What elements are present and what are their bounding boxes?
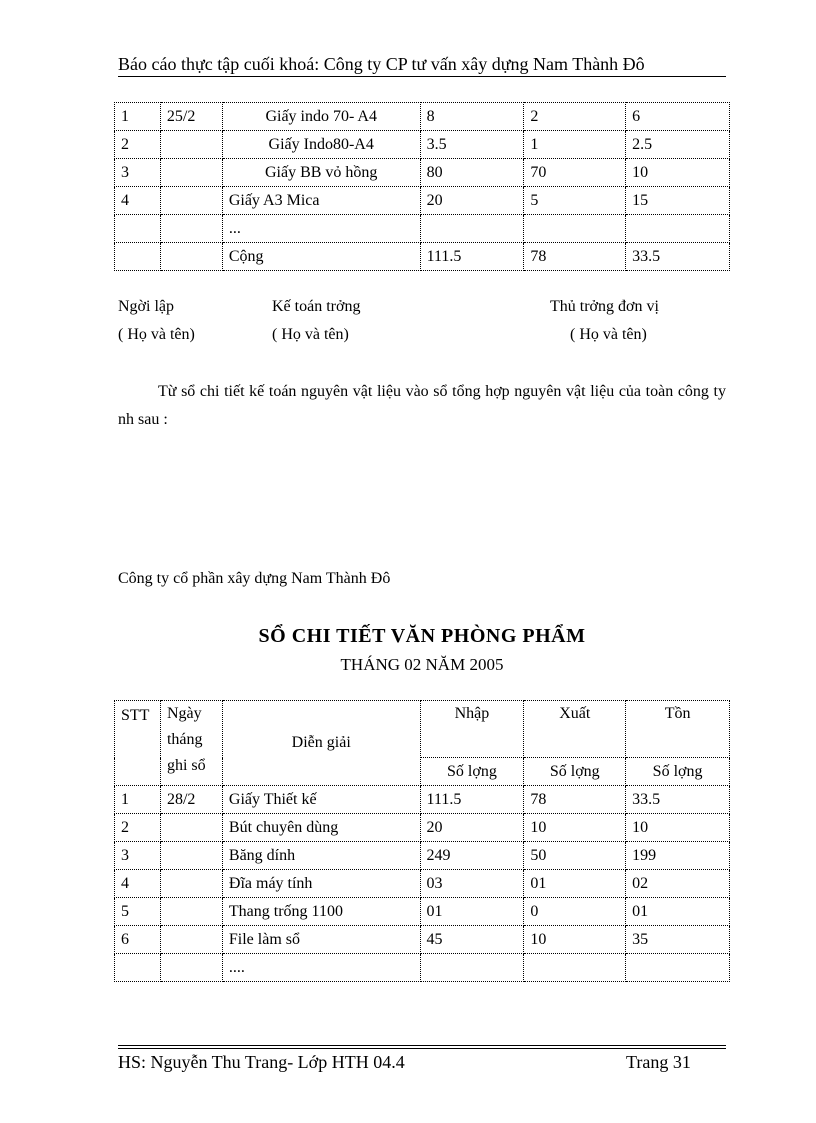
table-cell xyxy=(420,215,524,243)
table-cell: 2.5 xyxy=(626,131,730,159)
table-cell: 2 xyxy=(524,103,626,131)
table-cell: 25/2 xyxy=(160,103,222,131)
table-cell: 20 xyxy=(420,814,524,842)
table-cell xyxy=(160,187,222,215)
head-note: ( Họ và tên) xyxy=(570,326,647,343)
document-title: SỔ CHI TIẾT VĂN PHÒNG PHẨM xyxy=(258,625,586,647)
accountant-note: ( Họ và tên) xyxy=(272,326,349,343)
table-cell: 10 xyxy=(626,159,730,187)
table-cell: Băng dính xyxy=(222,842,420,870)
table-cell xyxy=(626,215,730,243)
table-cell: Thang trống 1100 xyxy=(222,898,420,926)
table-cell xyxy=(160,814,222,842)
table-cell: 5 xyxy=(524,187,626,215)
table-cell: Cộng xyxy=(222,243,420,271)
table-cell: .... xyxy=(222,954,420,982)
table-cell xyxy=(160,898,222,926)
table-cell xyxy=(420,954,524,982)
table-cell: 01 xyxy=(524,870,626,898)
table-cell xyxy=(160,159,222,187)
table-cell: 33.5 xyxy=(626,243,730,271)
footer-student: HS: Nguyễn Thu Trang- Lớp HTH 04.4 xyxy=(118,1052,405,1072)
head-title: Thủ trởng đơn vị xyxy=(550,298,659,315)
table-cell xyxy=(160,215,222,243)
table-cell xyxy=(160,870,222,898)
table-row xyxy=(115,103,730,131)
table-cell xyxy=(626,954,730,982)
header-divider xyxy=(118,76,726,77)
header-stt: STT xyxy=(115,701,161,786)
table-cell: File làm sổ xyxy=(222,926,420,954)
table-cell xyxy=(115,215,161,243)
table-cell: 03 xyxy=(420,870,524,898)
table-cell: ... xyxy=(222,215,420,243)
table-cell xyxy=(115,243,161,271)
header-stock-quantity: Số lợng xyxy=(626,758,730,786)
table-row xyxy=(115,842,730,870)
table-cell: 10 xyxy=(524,814,626,842)
header-stock: Tồn xyxy=(626,701,730,758)
table-cell: Giấy Thiết kế xyxy=(222,786,420,814)
table-cell: 02 xyxy=(626,870,730,898)
table-cell: 33.5 xyxy=(626,786,730,814)
table-row xyxy=(115,954,730,982)
table-cell: 10 xyxy=(626,814,730,842)
stationery-table-continued xyxy=(114,102,730,271)
table-cell: 35 xyxy=(626,926,730,954)
table-cell: 1 xyxy=(524,131,626,159)
table-cell: Bút chuyên dùng xyxy=(222,814,420,842)
preparer-title: Ngời lập xyxy=(118,298,175,315)
table-cell xyxy=(160,926,222,954)
table-cell: 3 xyxy=(115,159,161,187)
table-cell: 6 xyxy=(115,926,161,954)
header-import-quantity: Số lợng xyxy=(420,758,524,786)
table-row xyxy=(115,215,730,243)
preparer-note: ( Họ và tên) xyxy=(118,326,195,343)
body-paragraph xyxy=(118,378,726,434)
table-cell: 10 xyxy=(524,926,626,954)
table-row xyxy=(115,786,730,814)
table-cell: 6 xyxy=(626,103,730,131)
table-row xyxy=(115,814,730,842)
table-cell: 78 xyxy=(524,786,626,814)
header-export-quantity: Số lợng xyxy=(524,758,626,786)
table-cell: Giấy indo 70- A4 xyxy=(222,103,420,131)
table-cell: 80 xyxy=(420,159,524,187)
header-date: Ngày tháng ghi sổ xyxy=(160,701,222,786)
table-cell: 1 xyxy=(115,786,161,814)
header-import: Nhập xyxy=(420,701,524,758)
table-cell: 111.5 xyxy=(420,786,524,814)
table-cell: 3.5 xyxy=(420,131,524,159)
page-header: Báo cáo thực tập cuối khoá: Công ty CP tư vấn xây dựng Nam Thành Đô xyxy=(118,54,645,74)
stationery-ledger-table xyxy=(114,700,730,982)
table-row xyxy=(115,870,730,898)
table-cell xyxy=(524,215,626,243)
table-cell: 01 xyxy=(420,898,524,926)
table-row xyxy=(115,898,730,926)
header-description: Diễn giải xyxy=(222,701,420,786)
table-cell: 2 xyxy=(115,814,161,842)
document-subtitle: THÁNG 02 NĂM 2005 xyxy=(340,655,504,674)
table-cell xyxy=(160,954,222,982)
table-cell: 249 xyxy=(420,842,524,870)
table-row xyxy=(115,131,730,159)
table-cell: 111.5 xyxy=(420,243,524,271)
table-cell: 50 xyxy=(524,842,626,870)
table-row xyxy=(115,159,730,187)
table-cell: 15 xyxy=(626,187,730,215)
table-cell: 2 xyxy=(115,131,161,159)
table-cell: 45 xyxy=(420,926,524,954)
table-cell: Giấy Indo80-A4 xyxy=(222,131,420,159)
table-cell: Đĩa máy tính xyxy=(222,870,420,898)
footer-divider-bottom xyxy=(118,1048,726,1049)
table-cell: 1 xyxy=(115,103,161,131)
table-cell: 70 xyxy=(524,159,626,187)
table-cell xyxy=(115,954,161,982)
header-export: Xuất xyxy=(524,701,626,758)
footer-page-number: Trang 31 xyxy=(626,1052,691,1072)
table-row xyxy=(115,187,730,215)
table-row xyxy=(115,926,730,954)
table-cell: 3 xyxy=(115,842,161,870)
table-cell xyxy=(524,954,626,982)
table-header-row xyxy=(115,701,730,758)
table-cell: 4 xyxy=(115,870,161,898)
table-cell xyxy=(160,842,222,870)
body-paragraph-text: Từ sổ chi tiết kế toán nguyên vật liệu vào sổ tổng hợp nguyên vật liệu của toàn công ty nh sau : xyxy=(118,383,726,428)
table-cell: 8 xyxy=(420,103,524,131)
table-cell xyxy=(160,243,222,271)
table-cell: 20 xyxy=(420,187,524,215)
table-cell: 28/2 xyxy=(160,786,222,814)
footer-divider-top xyxy=(118,1045,726,1046)
table-cell: Giấy A3 Mica xyxy=(222,187,420,215)
table-cell: 199 xyxy=(626,842,730,870)
table-cell: Giấy BB vỏ hồng xyxy=(222,159,420,187)
table-cell xyxy=(160,131,222,159)
table-cell: 5 xyxy=(115,898,161,926)
company-name: Công ty cổ phần xây dựng Nam Thành Đô xyxy=(118,570,391,587)
accountant-title: Kế toán trởng xyxy=(272,298,361,315)
table-cell: 78 xyxy=(524,243,626,271)
table-cell: 4 xyxy=(115,187,161,215)
table-cell: 01 xyxy=(626,898,730,926)
table-row xyxy=(115,243,730,271)
table-cell: 0 xyxy=(524,898,626,926)
